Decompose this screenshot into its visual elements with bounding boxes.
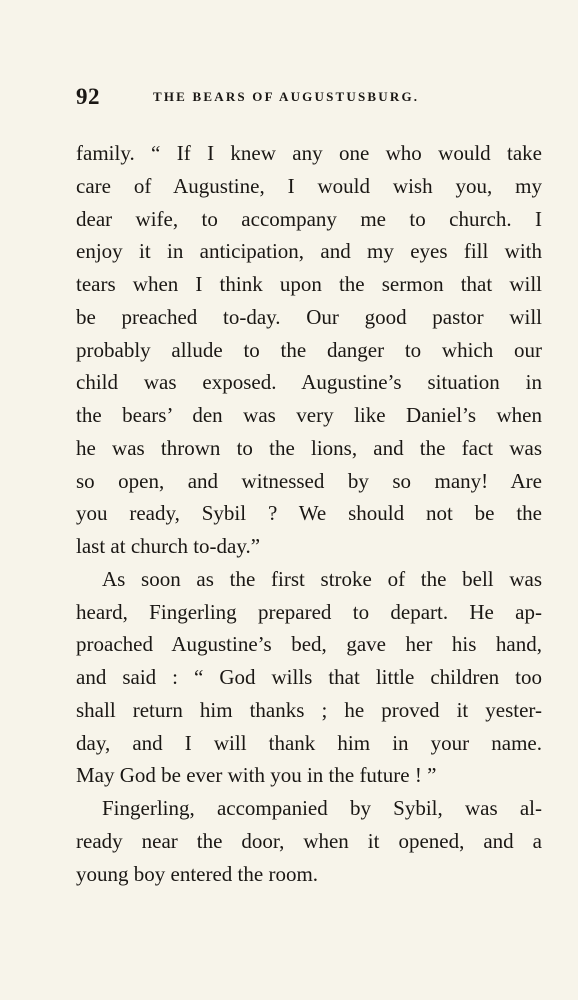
text-line: shall return him thanks ; he proved it yester- (76, 697, 542, 722)
text-line: family. “ If I knew any one who would take (76, 141, 542, 165)
text-line: be preached to-day. Our good pastor will (76, 304, 542, 329)
page-header (76, 84, 546, 114)
text-line: care of Augustine, I would wish you, my (76, 173, 542, 198)
paragraph-start-line: As soon as the first stroke of the bell was (102, 566, 542, 591)
text-line: ready near the door, when it opened, and a (76, 828, 542, 853)
running-head: THE BEARS OF AUGUSTUSBURG. (153, 89, 420, 104)
text-line: the bears’ den was very like Daniel’s when (76, 403, 542, 427)
body-text (76, 137, 542, 890)
text-line: heard, Fingerling prepared to depart. He ap- (76, 599, 542, 624)
text-line: and said : “ God wills that little children too (76, 665, 542, 689)
page-number: 92 (76, 84, 100, 109)
text-line: tears when I think upon the sermon that will (76, 272, 542, 296)
text-line: he was thrown to the lions, and the fact was (76, 435, 542, 460)
text-line: dear wife, to accompany me to church. I (76, 206, 542, 231)
text-line: day, and I will thank him in your name. (76, 730, 542, 755)
text-line: you ready, Sybil ? We should not be the (76, 501, 542, 526)
text-line: child was exposed. Augustine’s situation in (76, 370, 542, 395)
text-line: probably allude to the danger to which our (76, 337, 542, 362)
paragraph-start-line: Fingerling, accompanied by Sybil, was al- (102, 796, 542, 820)
paragraph-end-line: last at church to-day.” (76, 534, 261, 558)
text-line: so open, and witnessed by so many! Are (76, 468, 542, 493)
text-line: proached Augustine’s bed, gave her his hand, (76, 632, 542, 657)
text-line: enjoy it in anticipation, and my eyes fill with (76, 239, 542, 264)
paragraph-end-line: May God be ever with you in the future ! ” (76, 763, 437, 788)
paragraph-end-line: young boy entered the room. (76, 861, 319, 886)
